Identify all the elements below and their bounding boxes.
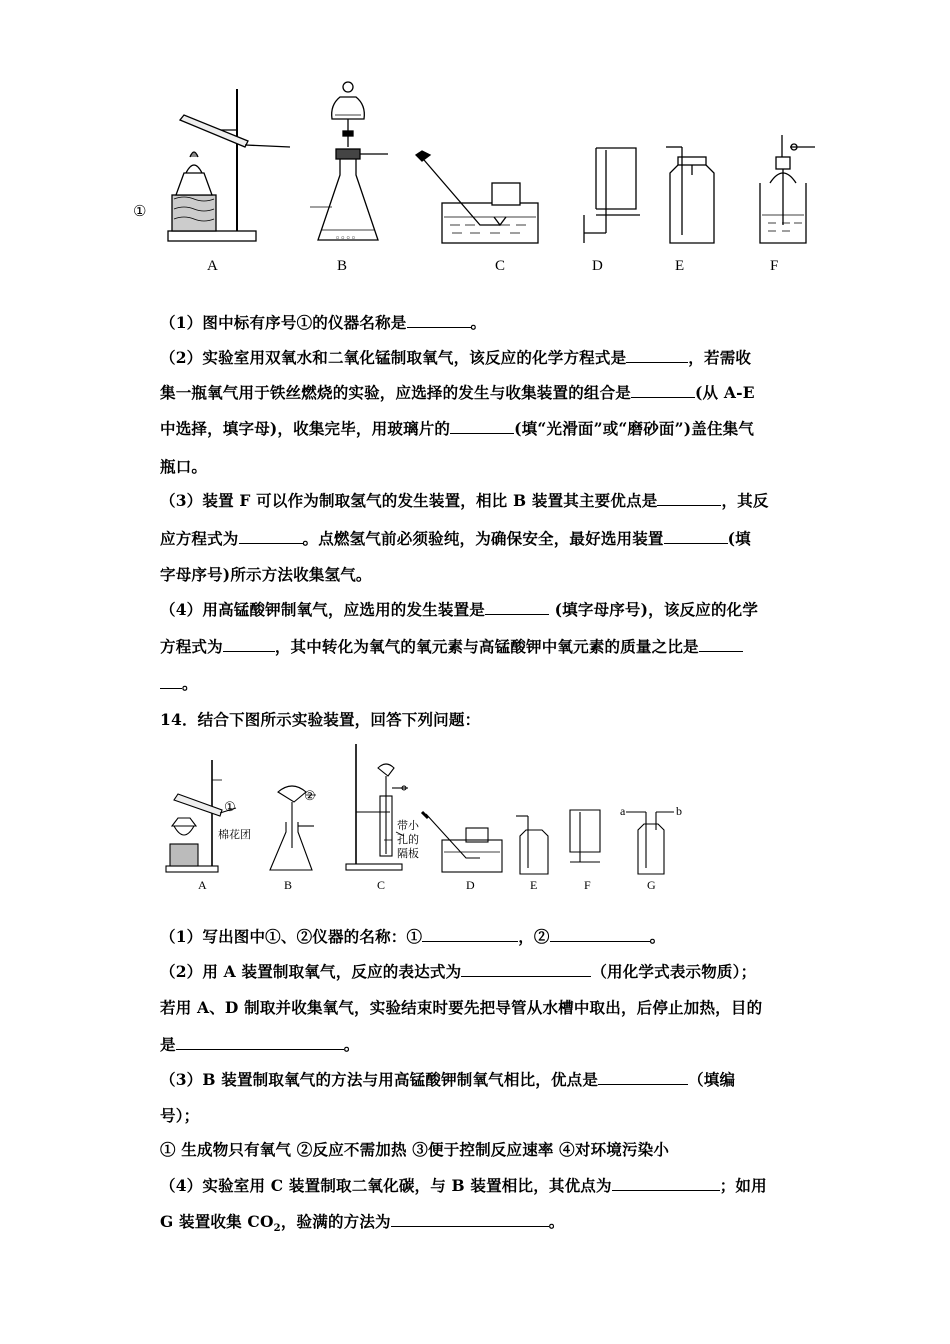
q14-title: 14．结合下图所示实验装置，回答下列问题：: [160, 710, 481, 729]
figure2-label-d: D: [466, 878, 475, 892]
cotton-label: 棉花团: [218, 828, 251, 841]
apparatus2-g-drawing: [626, 812, 674, 874]
figure2-label-a: A: [198, 878, 207, 892]
apparatus-e-drawing: [666, 147, 714, 243]
apparatus-figure-2: [160, 740, 680, 880]
figure2-label-b: B: [284, 878, 293, 892]
q14-part4-line2: G 装置收集 $CO_2$，验满的方法为 。: [160, 1212, 565, 1235]
apparatus-b-drawing: [310, 82, 388, 244]
figure1-label-b: B: [337, 258, 348, 274]
figure2-label-c: C: [377, 878, 386, 892]
figure1-label-d: D: [592, 258, 603, 274]
figure1-label-c: C: [495, 258, 506, 274]
figure1-label-f: F: [770, 258, 779, 274]
port-b-label: b: [676, 804, 682, 818]
q13-part4-line3: 。: [160, 672, 198, 694]
q13-part2-line4: 瓶口。: [160, 457, 208, 476]
apparatus-c-drawing: [416, 151, 538, 243]
figure1-label-a: A: [207, 258, 218, 274]
figure1-label-e: E: [675, 258, 685, 274]
q14-part2-line2: 若用 A、D 制取并收集氧气，实验结束时要先把导管从水槽中取出，后停止加热，目的: [160, 998, 763, 1017]
plate-label-2: 孔的: [397, 833, 419, 846]
q13-part2-line2: 集一瓶氧气用于铁丝燃烧的实验，应选择的发生与收集装置的组合是 (从 A-E: [160, 383, 755, 402]
q14-part2-line3: 是 。: [160, 1035, 360, 1054]
apparatus-figure-1: [160, 75, 820, 285]
figure2-label-e: E: [530, 878, 538, 892]
q13-part2-line3: 中选择，填字母)，收集完毕，用玻璃片的 (填“光滑面”或“磨砂面”)盖住集气: [160, 419, 755, 438]
q13-part3-line3: 字母序号)所示方法收集氢气。: [160, 565, 372, 584]
q13-part3-line2: 应方程式为 。点燃氢气前必须验纯，为确保安全，最好选用装置 (填: [160, 529, 751, 548]
q14-part3-options: ① 生成物只有氧气 ②反应不需加热 ③便于控制反应速率 ④对环境污染小: [160, 1140, 670, 1159]
figure2-label-f: F: [584, 878, 591, 892]
apparatus2-f-drawing: [570, 810, 600, 862]
figure2-label-g: G: [647, 878, 656, 892]
port-a-label: a: [620, 804, 626, 818]
q14-part1: （1）写出图中①、②仪器的名称：① ，② 。: [160, 927, 666, 946]
q13-part2-line1: （2）实验室用双氧水和二氧化锰制取氧气，该反应的化学方程式是 ，若需收: [160, 348, 752, 367]
q14-part4-line1: （4）实验室用 C 装置制取二氧化碳，与 B 装置相比，其优点为 ；如用: [160, 1176, 767, 1195]
q13-part4-line2: 方程式为 ，其中转化为氧气的氧元素与高锰酸钾中氧元素的质量之比是: [160, 635, 743, 657]
apparatus-a-drawing: [168, 89, 290, 241]
apparatus-d-drawing: [584, 148, 640, 243]
q13-part3-line1: （3）装置 F 可以作为制取氢气的发生装置，相比 B 装置其主要优点是 ，其反: [160, 491, 769, 510]
marker-2-label-fig2: ②: [304, 788, 316, 803]
apparatus-f-drawing: [760, 135, 815, 243]
q14-part3-line1: （3）B 装置制取氧气的方法与用高锰酸钾制氧气相比，优点是 （填编: [160, 1070, 736, 1089]
apparatus2-e-drawing: [516, 816, 548, 874]
marker-1-label: ①: [133, 204, 147, 220]
plate-label-3: 隔板: [397, 847, 419, 860]
q13-part4-line1: （4）用高锰酸钾制氧气，应选用的发生装置是 (填字母序号)，该反应的化学: [160, 600, 759, 619]
apparatus2-a-drawing: [166, 760, 236, 872]
svg-text:◦◦◦◦: ◦◦◦◦: [335, 234, 357, 244]
q14-part2-line1: （2）用 A 装置制取氧气，反应的表达式为 （用化学式表示物质）；: [160, 962, 757, 981]
q14-part3-line2: 号）；: [160, 1106, 200, 1125]
apparatus2-d-drawing: [422, 812, 502, 872]
plate-label-1: 带小: [397, 819, 419, 832]
q13-part1: （1）图中标有序号①的仪器名称是 。: [160, 313, 487, 332]
marker-1-label-fig2: ①: [224, 799, 236, 814]
